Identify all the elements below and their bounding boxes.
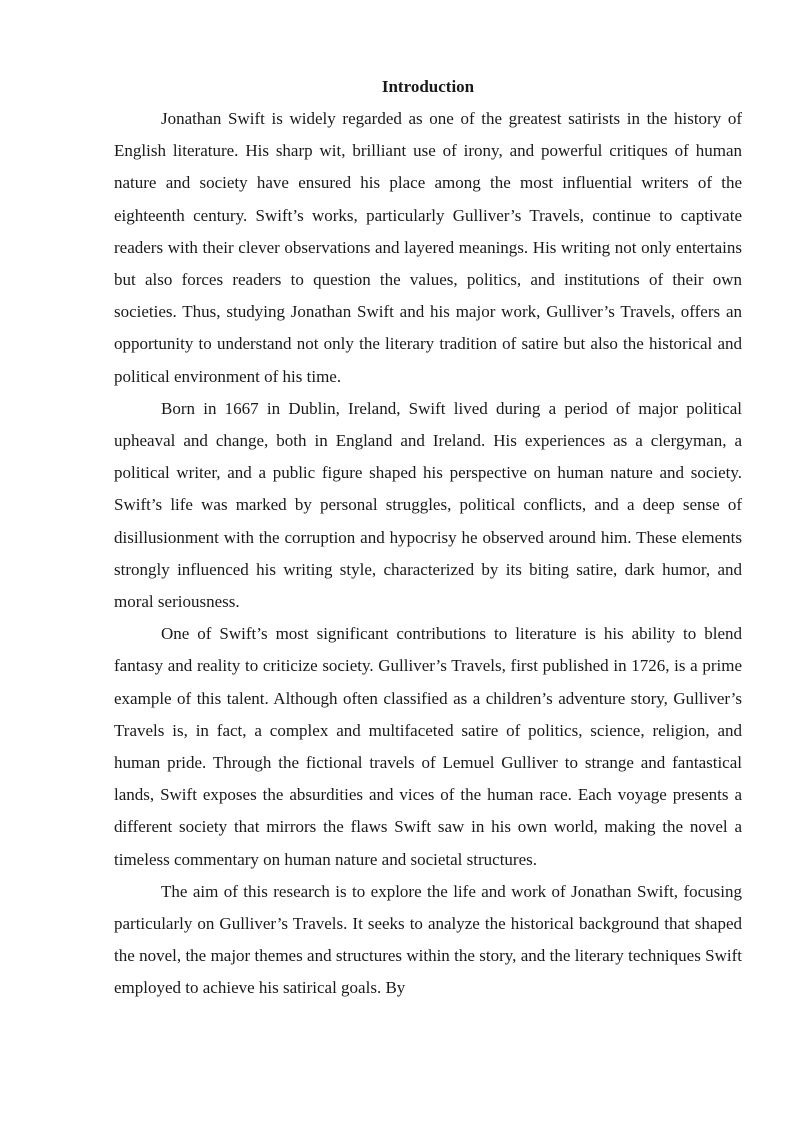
paragraph-3: One of Swift’s most significant contributions to literature is his ability to blend fantasy and reality to criticize society. Gulliver’s Travels, first published in 1726, is a prime example of this talent. Although often classified as a children’s adventure story, Gulliver’s Travels is, in fact, a complex and multifaceted satire of politics, science, religion, and human pride. Through the fictional travels of Lemuel Gulliver to strange and fantastical lands, Swift exposes the absurdities and vices of the human race. Each voyage presents a different society that mirrors the flaws Swift saw in his own world, making the novel a timeless commentary on human nature and societal structures. — [114, 624, 742, 869]
paragraph-4: The aim of this research is to explore the life and work of Jonathan Swift, focusing particularly on Gulliver’s Travels. It seeks to analyze the historical background that shaped the novel, the major themes and structures within the story, and the literary techniques Swift employed to achieve his satirical goals. By — [114, 881, 742, 998]
section-heading: Introduction — [381, 77, 475, 96]
document-page — [114, 72, 742, 1005]
paragraph-2: Born in 1667 in Dublin, Ireland, Swift lived during a period of major political upheaval and change, both in England and Ireland. His experiences as a clergyman, a political writer, and a public figure shaped his perspective on human nature and society. Swift’s life was marked by personal struggles, political conflicts, and a deep sense of disillusionment with the corruption and hypocrisy he observed around him. These elements strongly influenced his writing style, characterized by its biting satire, dark humor, and moral seriousness. — [114, 398, 742, 612]
paragraph-1: Jonathan Swift is widely regarded as one of the greatest satirists in the history of English literature. His sharp wit, brilliant use of irony, and powerful critiques of human nature and society have ensured his place among the most influential writers of the eighteenth century. Swift’s works, particularly Gulliver’s Travels, continue to captivate readers with their clever observations and layered meanings. His writing not only entertains but also forces readers to question the values, politics, and institutions of their own societies. Thus, studying Jonathan Swift and his major work, Gulliver’s Travels, offers an opportunity to understand not only the literary tradition of satire but also the historical and political environment of his time. — [114, 109, 742, 386]
